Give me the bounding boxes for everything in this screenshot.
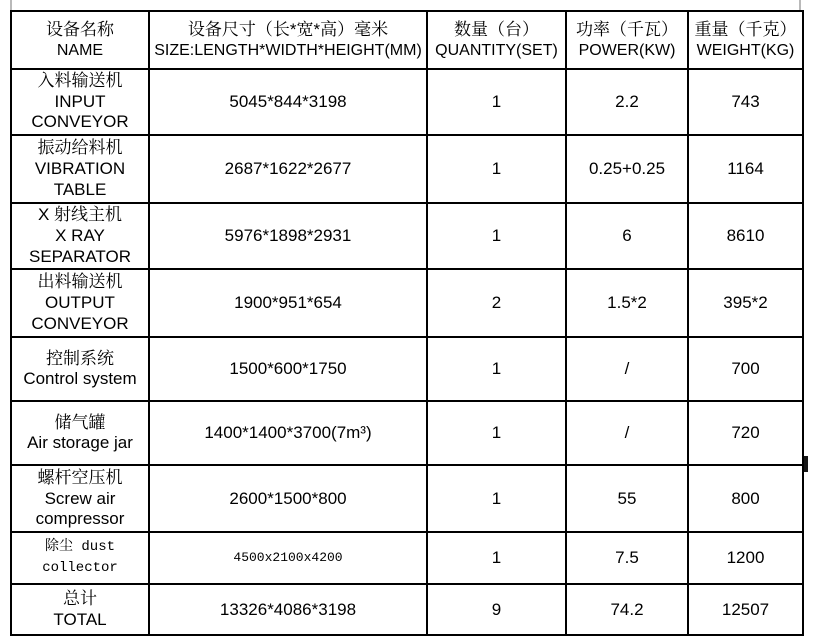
weight-cell: 1200 — [688, 532, 803, 584]
name-en: INPUT CONVEYOR — [31, 91, 129, 132]
name-en: X RAY SEPARATOR — [28, 225, 132, 266]
table-row-vibration-table — [11, 135, 803, 203]
size-cell: 1400*1400*3700(7m³) — [149, 401, 427, 465]
name-cell — [11, 465, 149, 532]
clipped-cell-edge-left — [10, 0, 12, 10]
weight-cell: 700 — [688, 337, 803, 401]
table-row-input-conveyor — [11, 69, 803, 135]
name-zh: 出料输送机 — [37, 272, 123, 292]
header-size-en: SIZE:LENGTH*WIDTH*HEIGHT(MM) — [154, 41, 422, 59]
size-cell: 2600*1500*800 — [149, 465, 427, 532]
header-weight-en: WEIGHT(KG) — [696, 41, 795, 59]
power-cell: 55 — [566, 465, 688, 532]
name-zh: 振动给料机 — [37, 138, 123, 158]
name-cell — [11, 584, 149, 635]
table-row-xray-separator — [11, 203, 803, 269]
name-cell — [11, 337, 149, 401]
header-power — [566, 11, 688, 69]
table-row-air-storage-jar — [11, 401, 803, 465]
header-size-zh: 设备尺寸（长*宽*高）毫米 — [187, 19, 389, 39]
table-row-dust-collector — [11, 532, 803, 584]
size-cell: 1500*600*1750 — [149, 337, 427, 401]
power-cell: / — [566, 401, 688, 465]
weight-cell: 720 — [688, 401, 803, 465]
weight-cell: 12507 — [688, 584, 803, 635]
equipment-spec-table — [10, 10, 804, 636]
power-cell: 0.25+0.25 — [566, 135, 688, 203]
name-cell — [11, 69, 149, 135]
name-en: VIBRATION TABLE — [34, 158, 126, 199]
size-cell: 5045*844*3198 — [149, 69, 427, 135]
text-cursor — [804, 456, 808, 472]
weight-cell: 8610 — [688, 203, 803, 269]
quantity-cell: 1 — [427, 135, 566, 203]
quantity-cell: 1 — [427, 532, 566, 584]
weight-cell: 395*2 — [688, 269, 803, 337]
weight-cell: 743 — [688, 69, 803, 135]
table-row-control-system — [11, 337, 803, 401]
name-zh: 螺杆空压机 — [37, 467, 123, 487]
header-weight — [688, 11, 803, 69]
header-name-zh: 设备名称 — [46, 19, 114, 39]
header-size — [149, 11, 427, 69]
header-weight-zh: 重量（千克） — [694, 19, 797, 39]
table-row-total — [11, 584, 803, 635]
table-header-row — [11, 11, 803, 69]
name-cell — [11, 203, 149, 269]
quantity-cell: 2 — [427, 269, 566, 337]
quantity-cell: 1 — [427, 69, 566, 135]
size-cell: 13326*4086*3198 — [149, 584, 427, 635]
quantity-cell: 1 — [427, 203, 566, 269]
size-cell: 4500x2100x4200 — [149, 532, 427, 584]
name-en: Control system — [23, 369, 137, 389]
header-quantity — [427, 11, 566, 69]
name-zh: 入料输送机 — [37, 71, 123, 90]
quantity-cell: 9 — [427, 584, 566, 635]
power-cell: / — [566, 337, 688, 401]
name-cell — [11, 532, 149, 584]
name-en: OUTPUT CONVEYOR — [31, 293, 129, 333]
quantity-cell: 1 — [427, 401, 566, 465]
weight-cell: 1164 — [688, 135, 803, 203]
name-zh: 总计 — [63, 589, 97, 609]
name-zh: 除尘 dust — [44, 538, 115, 555]
name-cell — [11, 269, 149, 337]
power-cell: 2.2 — [566, 69, 688, 135]
header-power-zh: 功率（千瓦） — [576, 19, 678, 39]
size-cell: 2687*1622*2677 — [149, 135, 427, 203]
power-cell: 6 — [566, 203, 688, 269]
header-quantity-zh: 数量（台） — [454, 19, 539, 39]
clipped-cell-edge-right — [799, 0, 801, 10]
name-en: collector — [42, 560, 118, 577]
header-quantity-en: QUANTITY(SET) — [435, 41, 558, 59]
header-name — [11, 11, 149, 69]
size-cell: 1900*951*654 — [149, 269, 427, 337]
name-zh: 储气罐 — [54, 412, 106, 432]
table-row-screw-air-compressor — [11, 465, 803, 532]
power-cell: 7.5 — [566, 532, 688, 584]
weight-cell: 800 — [688, 465, 803, 532]
name-en: TOTAL — [53, 609, 107, 629]
size-cell: 5976*1898*2931 — [149, 203, 427, 269]
name-cell — [11, 401, 149, 465]
name-en: Screw air compressor — [35, 488, 125, 529]
name-zh: X 射线主机 — [37, 205, 123, 225]
quantity-cell: 1 — [427, 465, 566, 532]
header-name-en: NAME — [56, 41, 104, 59]
header-power-en: POWER(KW) — [578, 41, 676, 59]
power-cell: 1.5*2 — [566, 269, 688, 337]
name-zh: 控制系统 — [46, 348, 114, 368]
quantity-cell: 1 — [427, 337, 566, 401]
name-cell — [11, 135, 149, 203]
name-en: Air storage jar — [27, 433, 133, 453]
power-cell: 74.2 — [566, 584, 688, 635]
table-row-output-conveyor — [11, 269, 803, 337]
